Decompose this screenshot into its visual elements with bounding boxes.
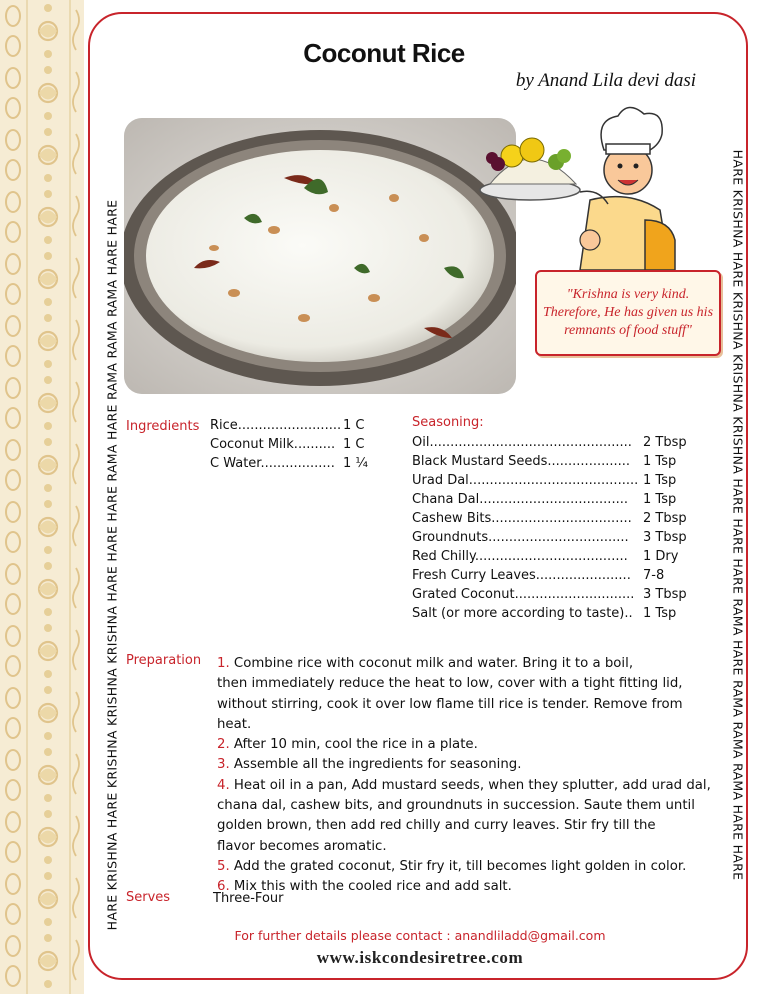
seasoning-qty: 1 Tsp bbox=[643, 473, 677, 488]
seasoning-qty: 2 Tbsp bbox=[643, 511, 687, 526]
seasoning-name: Black Mustard Seeds.................... bbox=[412, 454, 631, 469]
preparation-steps bbox=[217, 654, 717, 898]
serves-value: Three-Four bbox=[213, 891, 284, 906]
author-byline: by Anand Lila devi dasi bbox=[515, 70, 696, 91]
quote-box: "Krishna is very kind. Therefore, He has given us his remnants of food stuff" bbox=[535, 270, 721, 356]
seasoning-name: Groundnuts.................................. bbox=[412, 530, 629, 545]
prep-step bbox=[217, 776, 717, 857]
ingredients-label: Ingredients bbox=[126, 419, 200, 434]
decorative-border bbox=[0, 0, 84, 994]
side-mantra-right-text: HARE KRISHNA HARE KRISHNA KRISHNA KRISHNA HARE HARE HARE RAMA HARE RAMA RAMA RAMA HARE HARE bbox=[730, 149, 746, 881]
ingredient-qty: 1 ¼ bbox=[343, 456, 369, 471]
preparation-label: Preparation bbox=[126, 653, 202, 668]
ingredient-qty: 1 C bbox=[343, 437, 365, 452]
seasoning-name: Fresh Curry Leaves....................... bbox=[412, 568, 631, 583]
step-number: 3. bbox=[217, 757, 230, 773]
step-number: 2. bbox=[217, 737, 230, 753]
step-number: 4. bbox=[217, 777, 230, 793]
step-text: Add the grated coconut, Stir fry it, till becomes light golden in color. bbox=[233, 858, 687, 874]
page-title: Coconut Rice bbox=[303, 38, 465, 68]
ingredient-name: C Water.................. bbox=[210, 456, 335, 471]
ingredient-name: Coconut Milk.......... bbox=[210, 437, 336, 452]
seasoning-name: Cashew Bits.................................. bbox=[412, 511, 632, 526]
prep-step bbox=[217, 755, 717, 775]
seasoning-name: Grated Coconut............................. bbox=[412, 587, 635, 602]
floral-pattern-icon bbox=[0, 0, 84, 994]
seasoning-label: Seasoning: bbox=[412, 415, 484, 430]
chef-cartoon-icon bbox=[470, 100, 710, 270]
serves-label: Serves bbox=[126, 890, 171, 905]
step-number: 6. bbox=[217, 879, 230, 895]
seasoning-name: Salt (or more according to taste).. bbox=[412, 606, 633, 621]
step-text: Assemble all the ingredients for seasoning. bbox=[233, 757, 522, 773]
seasoning-qty: 7-8 bbox=[643, 568, 665, 583]
ingredient-qty: 1 C bbox=[343, 418, 365, 433]
contact-line: For further details please contact : anandliladd@gmail.com bbox=[234, 928, 606, 943]
step-number: 1. bbox=[217, 656, 230, 671]
coconut-rice-photo-icon bbox=[124, 118, 516, 394]
prep-step bbox=[217, 877, 717, 897]
step-text: After 10 min, cool the rice in a plate. bbox=[233, 737, 478, 753]
step-text: Combine rice with coconut milk and water. Bring it to a boil, then immediately reduce the heat to low, cover with a tight fitting lid, without stirring, cook it over low flame till rice is tender. Remove from heat. bbox=[217, 656, 683, 732]
side-mantra-left-text: HARE KRISHNA HARE KRISHNA KRISHNA KRISHNA HARE HARE HARE RAMA HARE RAMA RAMA RAMA HARE HARE bbox=[104, 199, 120, 931]
seasoning-qty: 2 Tbsp bbox=[643, 435, 687, 450]
seasoning-qty: 1 Dry bbox=[643, 549, 679, 564]
seasoning-name: Oil................................................. bbox=[412, 435, 632, 450]
seasoning-name: Urad Dal......................................... bbox=[412, 473, 639, 488]
prep-step bbox=[217, 857, 717, 877]
step-number: 5. bbox=[217, 858, 230, 874]
step-text: Heat oil in a pan, Add mustard seeds, when they splutter, add urad dal, chana dal, cashew bits, and groundnuts in succession. Saute them until golden brown, then add red chilly and curry leaves. Stir fry till the flavor becomes aromatic. bbox=[217, 777, 711, 854]
seasoning-qty: 3 Tbsp bbox=[643, 587, 687, 602]
prep-step bbox=[217, 735, 717, 755]
prep-step bbox=[217, 654, 717, 735]
step-text: Mix this with the cooled rice and add salt. bbox=[233, 879, 512, 895]
seasoning-qty: 1 Tsp bbox=[643, 492, 677, 507]
chef-illustration bbox=[470, 100, 710, 270]
seasoning-name: Red Chilly..................................... bbox=[412, 549, 628, 564]
seasoning-name: Chana Dal.................................... bbox=[412, 492, 628, 507]
website-link[interactable]: www.iskcondesiretree.com bbox=[316, 948, 524, 967]
seasoning-qty: 1 Tsp bbox=[643, 606, 677, 621]
seasoning-qty: 3 Tbsp bbox=[643, 530, 687, 545]
seasoning-qty: 1 Tsp bbox=[643, 454, 677, 469]
ingredient-name: Rice......................... bbox=[210, 418, 342, 433]
dish-photo bbox=[124, 118, 516, 394]
